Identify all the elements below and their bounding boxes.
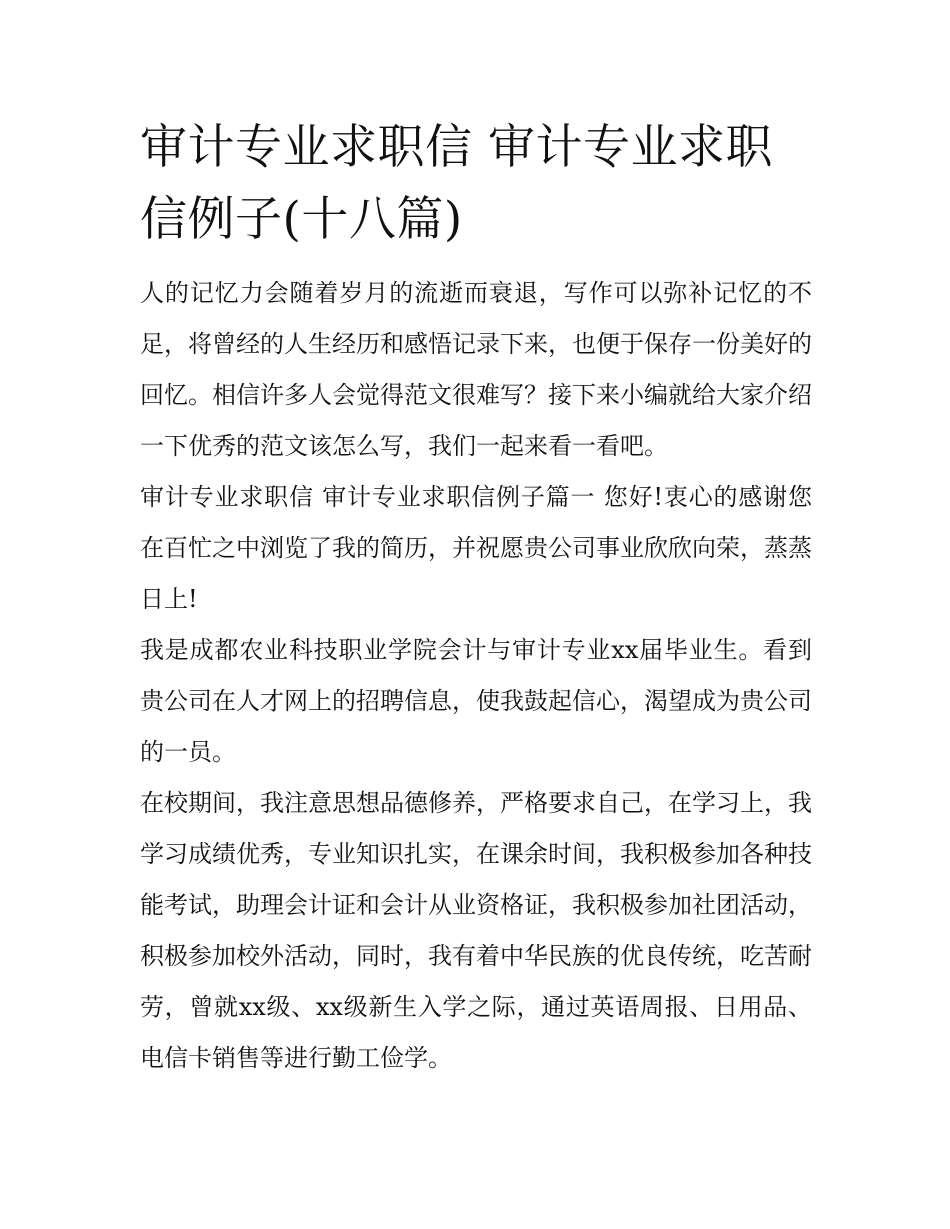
- paragraph-background: 我是成都农业科技职业学院会计与审计专业xx届毕业生。看到贵公司在人才网上的招聘信息，使我鼓起信心，渴望成为贵公司的一员。: [140, 636, 812, 766]
- document-page: [140, 112, 812, 1084]
- paragraph-intro: 人的记忆力会随着岁月的流逝而衰退，写作可以弥补记忆的不足，将曾经的人生经历和感悟记录下来，也便于保存一份美好的回忆。相信许多人会觉得范文很难写？接下来小编就给大家介绍一下优秀的范文该怎么写，我们一起来看一看吧。: [140, 279, 812, 460]
- document-title: 审计专业求职信 审计专业求职信例子(十八篇): [140, 120, 773, 247]
- paragraph-school-experience: 在校期间，我注意思想品德修养，严格要求自己，在学习上，我学习成绩优秀，专业知识扎实，在课余时间，我积极参加各种技能考试，助理会计证和会计从业资格证，我积极参加社团活动，积极参加校外活动，同时，我有着中华民族的优良传统，吃苦耐劳，曾就xx级、xx级新生入学之际，通过英语周报、日用品、电信卡销售等进行勤工俭学。: [140, 789, 812, 1072]
- paragraph-greeting: 审计专业求职信 审计专业求职信例子篇一 您好!衷心的感谢您在百忙之中浏览了我的简历，并祝愿贵公司事业欣欣向荣，蒸蒸日上!: [140, 483, 812, 613]
